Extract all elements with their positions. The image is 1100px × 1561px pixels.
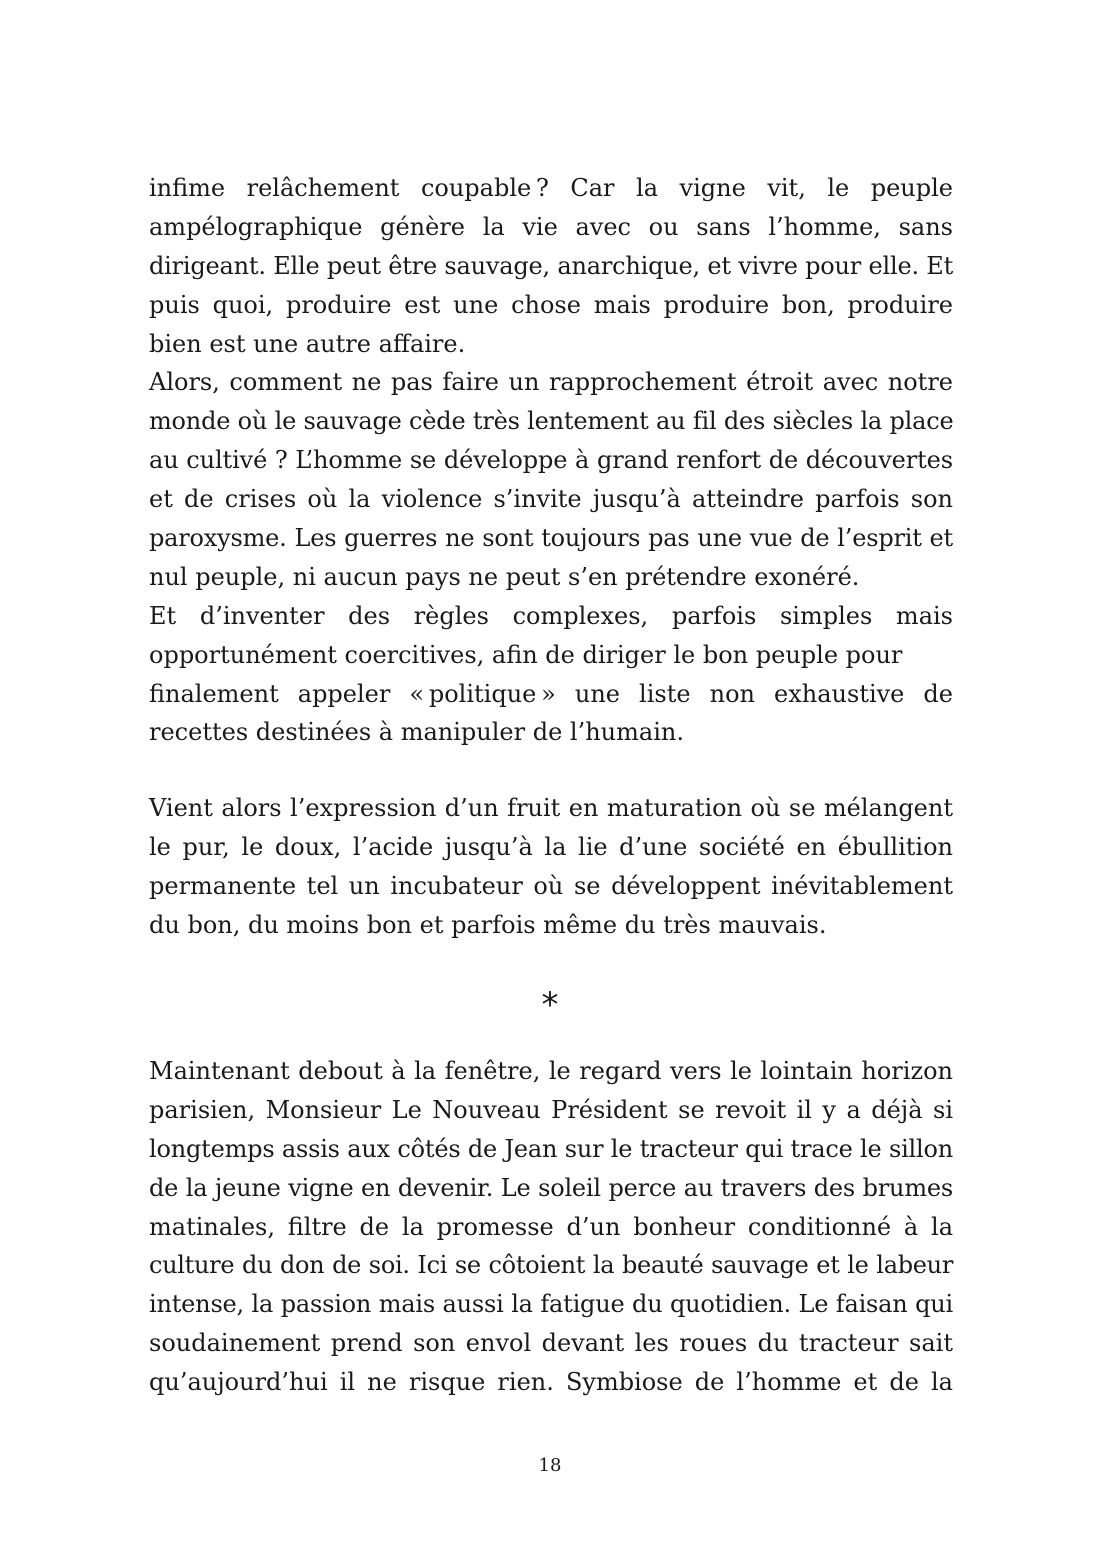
- section-separator: *: [541, 985, 559, 1025]
- text-line: matinales, filtre de la promesse d’un bonheur conditionné à la: [149, 1212, 953, 1241]
- paragraph-block-1: [149, 169, 953, 752]
- text-line: Maintenant debout à la fenêtre, le regard vers le lointain horizon: [149, 1057, 953, 1085]
- text-line: ampélographique génère la vie avec ou sans l’homme, sans: [149, 212, 953, 241]
- page-number: 18: [538, 1455, 562, 1476]
- text-line: qu’aujourd’hui il ne risque rien. Symbiose de l’homme et de la: [149, 1368, 953, 1397]
- text-line: intense, la passion mais aussi la fatigue du quotidien. Le faisan qui: [149, 1290, 953, 1319]
- text-line: au cultivé ? L’homme se développe à grand renfort de découvertes: [149, 446, 953, 475]
- text-line: longtemps assis aux côtés de Jean sur le tracteur qui trace le sillon: [149, 1134, 953, 1163]
- text-line: recettes destinées à manipuler de l’humain.: [149, 718, 684, 747]
- text-line: bien est une autre affaire.: [149, 329, 466, 358]
- text-line: opportunément coercitives, afin de diriger le bon peuple pour: [149, 640, 903, 669]
- text-line: monde où le sauvage cède très lentement au fil des siècles la place: [149, 407, 954, 436]
- text-line: Alors, comment ne pas faire un rapprochement étroit avec notre: [149, 368, 953, 397]
- text-line: Et d’inventer des règles complexes, parfois simples mais: [149, 601, 953, 630]
- text-line: le pur, le doux, l’acide jusqu’à la lie d’une société en ébullition: [149, 832, 953, 861]
- paragraph-block-2: [149, 789, 953, 945]
- text-line: parisien, Monsieur Le Nouveau Président se revoit il y a déjà si: [149, 1095, 953, 1124]
- text-line: culture du don de soi. Ici se côtoient la beauté sauvage et le labeur: [149, 1251, 953, 1280]
- text-line: infime relâchement coupable ? Car la vigne vit, le peuple: [149, 174, 953, 202]
- text-line: paroxysme. Les guerres ne sont toujours pas une vue de l’esprit et: [149, 524, 953, 553]
- text-line: puis quoi, produire est une chose mais produire bon, produire: [149, 290, 953, 319]
- text-line: dirigeant. Elle peut être sauvage, anarchique, et vivre pour elle. Et: [149, 251, 954, 280]
- text-line: finalement appeler « politique » une liste non exhaustive de: [149, 679, 953, 708]
- text-line: nul peuple, ni aucun pays ne peut s’en prétendre exonéré.: [149, 562, 860, 591]
- text-line: Vient alors l’expression d’un fruit en maturation où se mélangent: [149, 794, 953, 822]
- text-line: et de crises où la violence s’invite jusqu’à atteindre parfois son: [149, 485, 953, 514]
- text-line: permanente tel un incubateur où se développent inévitablement: [149, 871, 953, 900]
- paragraph-block-3: [149, 1052, 953, 1402]
- text-line: du bon, du moins bon et parfois même du très mauvais.: [149, 910, 827, 939]
- text-line: soudainement prend son envol devant les roues du tracteur sait: [149, 1329, 953, 1358]
- text-line: de la jeune vigne en devenir. Le soleil perce au travers des brumes: [149, 1173, 953, 1202]
